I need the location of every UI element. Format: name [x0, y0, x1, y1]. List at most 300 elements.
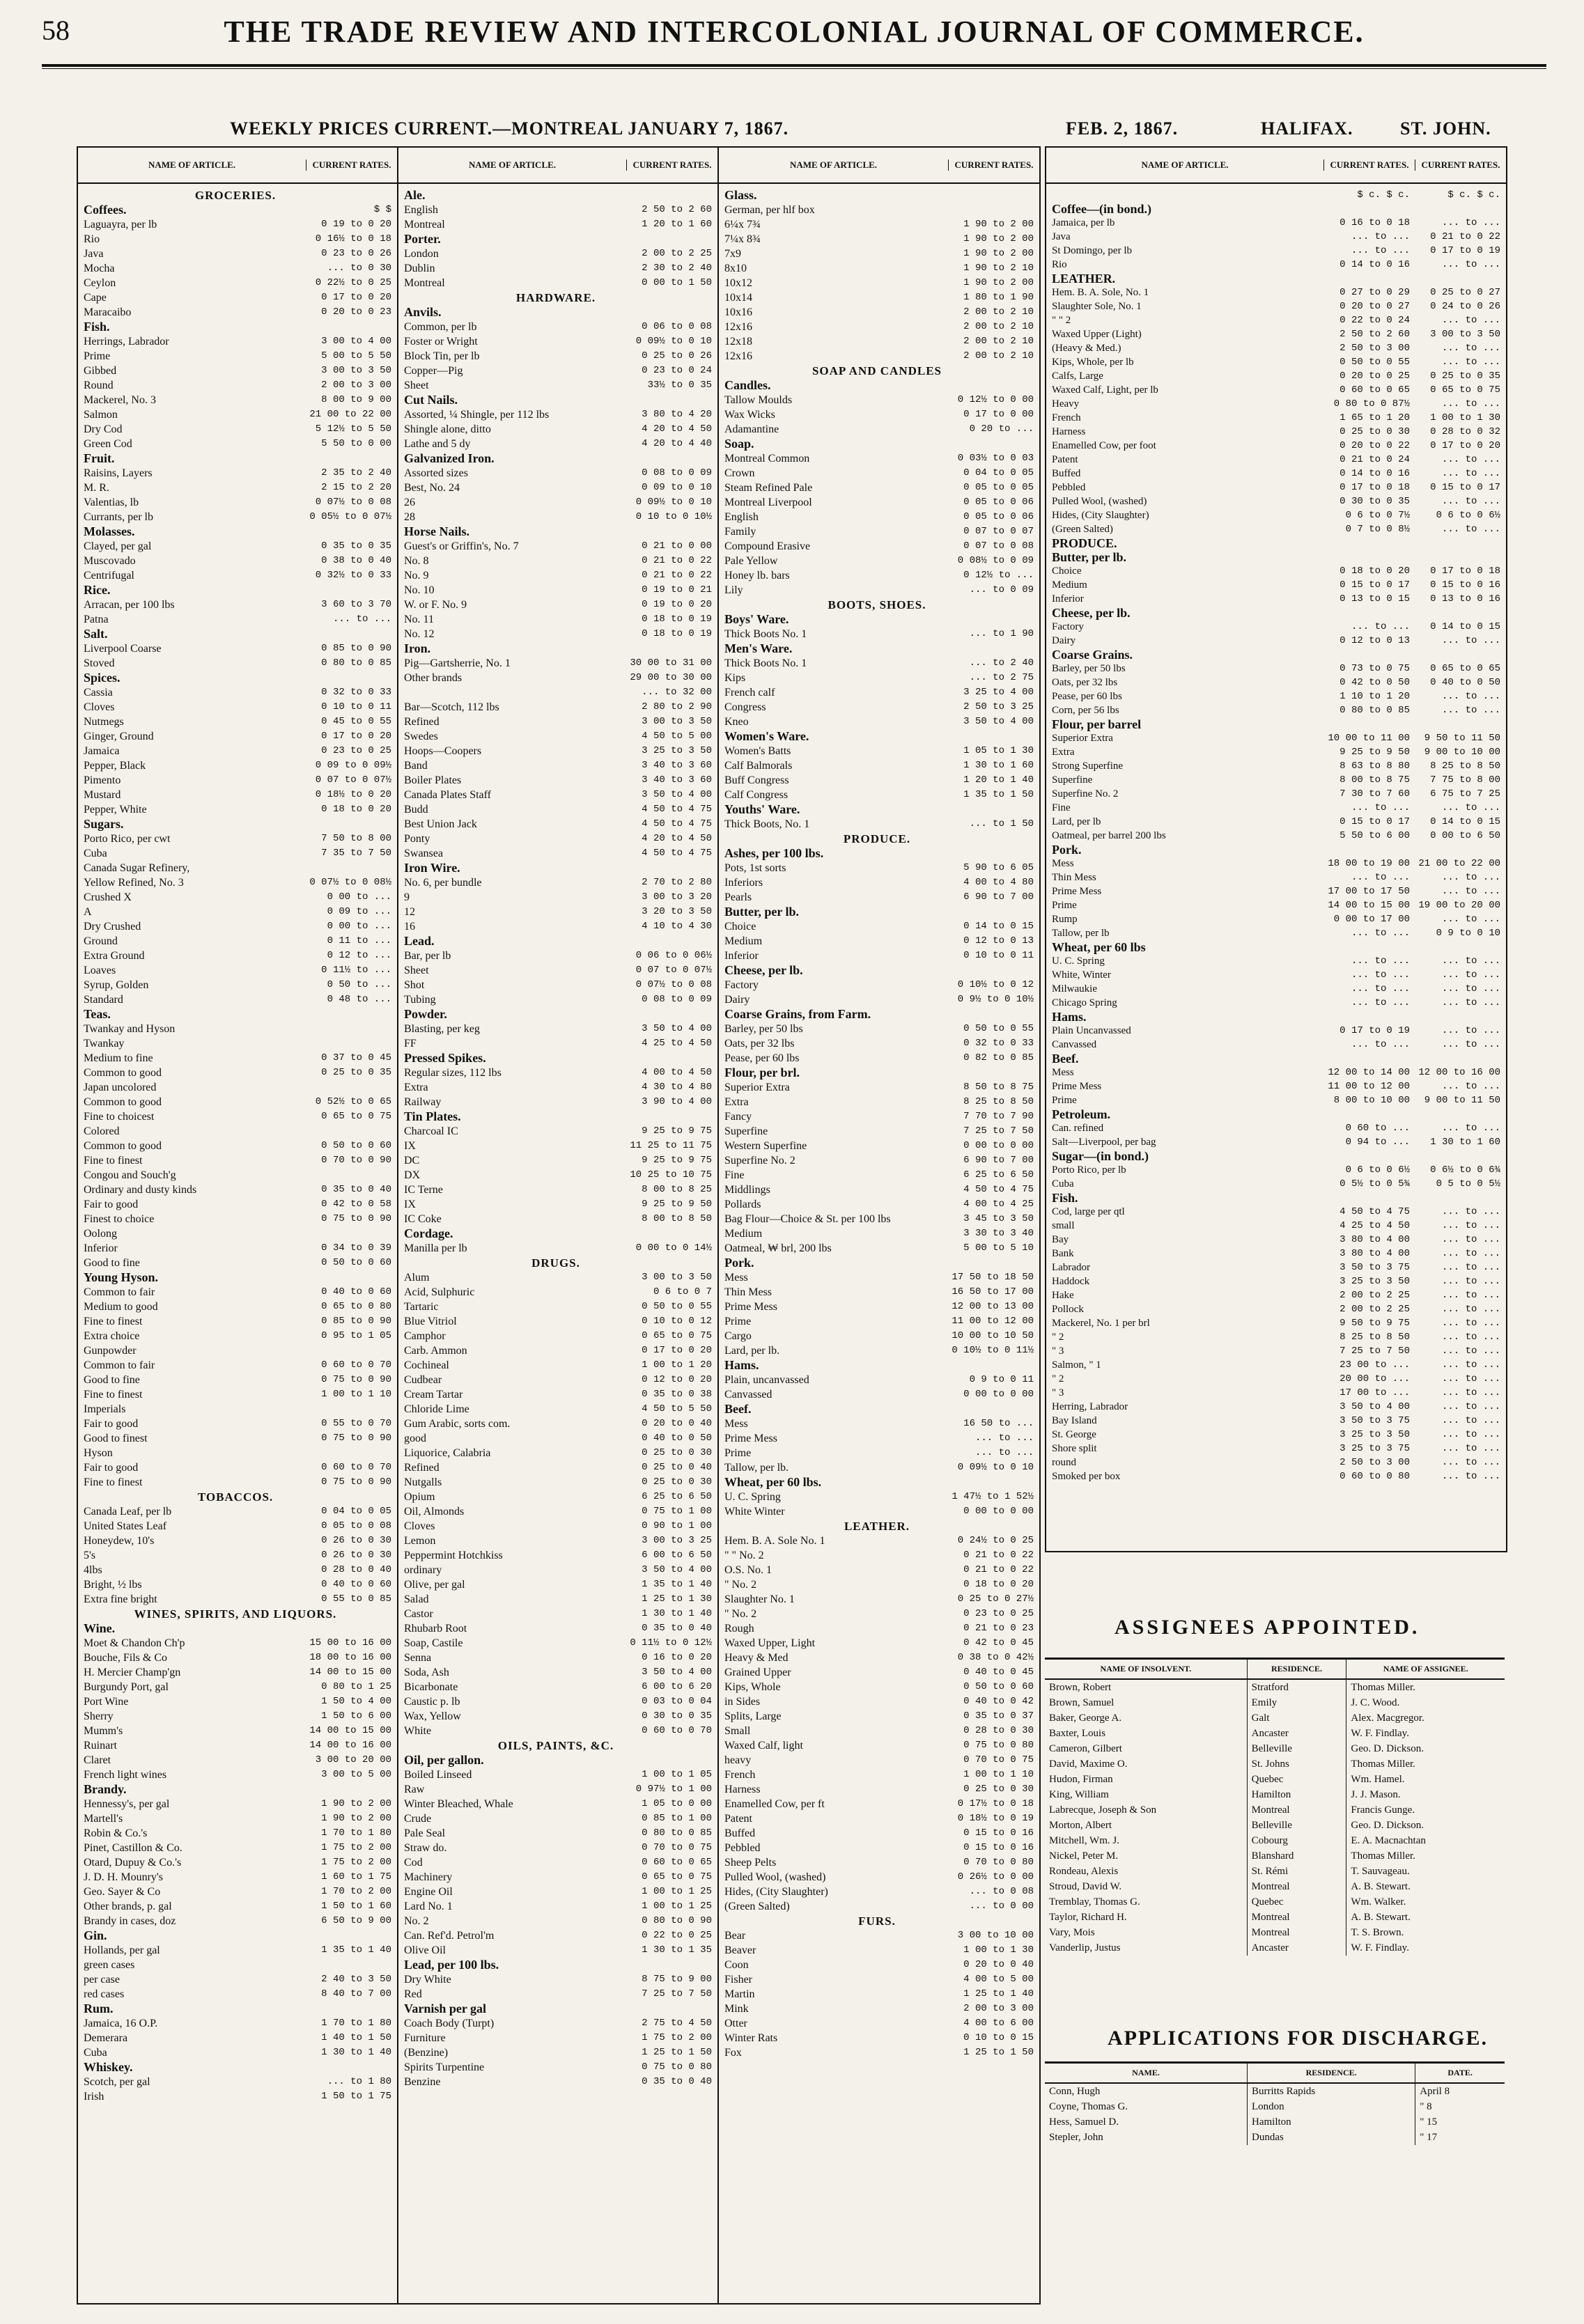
- stjohn-rate: ... to ...: [1441, 914, 1500, 925]
- assignee-name: A. B. Stewart.: [1351, 1912, 1411, 1923]
- article-name: Extra Ground: [84, 950, 145, 962]
- article-name: Cuba: [84, 2047, 107, 2059]
- montreal-col-3: [719, 148, 1039, 2303]
- current-rate: 2 00 to 3 00: [321, 380, 391, 391]
- stjohn-rate: ... to ...: [1441, 956, 1500, 967]
- insolvent-name: Morton, Albert: [1045, 1818, 1247, 1833]
- article-name: Hem. B. A. Sole, No. 1: [1052, 287, 1149, 298]
- article-name: DX: [404, 1169, 421, 1181]
- price-row: [84, 861, 391, 875]
- article-name: Round: [84, 380, 114, 391]
- article-name: Oatmeal, ₩ brl, 200 lbs: [724, 1242, 832, 1254]
- stjohn-rate: [1410, 1107, 1500, 1121]
- current-rate: 0 21 to 0 22: [963, 1550, 1034, 1561]
- current-rate: [301, 1168, 391, 1183]
- category-row: [724, 612, 1034, 627]
- price-row: [1052, 801, 1500, 815]
- price-row: [84, 919, 391, 934]
- current-rate: [621, 305, 712, 320]
- price-row: [724, 1431, 1034, 1446]
- current-rate: [621, 934, 712, 949]
- article-name: Flour, per barrel: [1052, 717, 1142, 731]
- stjohn-rate: [1410, 648, 1500, 662]
- current-rate: 8 00 to 8 50: [642, 1213, 712, 1224]
- article-name: Pork.: [1052, 843, 1082, 857]
- assignee-name: W. F. Findlay.: [1351, 1942, 1409, 1953]
- price-row: [84, 466, 391, 481]
- stjohn-rate: ... to ...: [1441, 886, 1500, 897]
- price-row: [84, 568, 391, 583]
- halifax-rate: 3 25 to 3 75: [1340, 1443, 1410, 1454]
- price-row: [404, 1095, 712, 1109]
- article-name: Hides, (City Slaughter): [1052, 510, 1149, 521]
- price-row: [1052, 592, 1500, 606]
- price-row: [84, 290, 391, 305]
- price-row: [1052, 634, 1500, 648]
- current-rate: 11 25 to 11 75: [630, 1140, 712, 1151]
- current-rate: [621, 1051, 712, 1066]
- price-row: [724, 1972, 1034, 1987]
- stjohn-rate: 0 6½ to 0 6¾: [1430, 1164, 1500, 1176]
- stjohn-rate: ... to ...: [1441, 1415, 1500, 1426]
- price-row: [84, 1226, 391, 1241]
- price-row: [404, 1885, 712, 1899]
- article-name: [404, 685, 621, 700]
- price-row: [404, 247, 712, 261]
- current-rate: 0 42 to 0 45: [963, 1637, 1034, 1648]
- category-row: [84, 451, 391, 466]
- date: April 8: [1420, 2086, 1450, 2097]
- price-row: [1052, 996, 1500, 1010]
- current-rate: 10 00 to 10 50: [952, 1330, 1034, 1341]
- discharge-title: APPLICATIONS FOR DISCHARGE.: [1108, 2027, 1488, 2050]
- price-row: [84, 656, 391, 671]
- table-row: [1045, 1772, 1505, 1787]
- current-rate: 0 35 to 0 40: [642, 1623, 712, 1634]
- article-name: Jamaica, per lb: [1052, 217, 1115, 228]
- price-row: [84, 2075, 391, 2089]
- price-row: [404, 1987, 712, 2002]
- current-rate: 0 20 to 0 40: [642, 1418, 712, 1429]
- article-name: Alum: [404, 1272, 430, 1284]
- residence: Blanshard: [1247, 1848, 1346, 1864]
- current-rate: 0 10 to 0 15: [963, 2032, 1034, 2043]
- current-rate: [301, 1226, 391, 1241]
- current-rate: 3 20 to 3 50: [642, 906, 712, 917]
- stjohn-rate: ... to ...: [1441, 802, 1500, 813]
- article-name: (Green Salted): [1052, 524, 1113, 535]
- current-rate: 0 12½ to ...: [963, 570, 1034, 581]
- current-rate: 0 00 to 0 00: [963, 1389, 1034, 1400]
- current-rate: 3 30 to 3 40: [963, 1228, 1034, 1239]
- article-name: Soap.: [724, 437, 754, 451]
- price-row: [84, 1241, 391, 1256]
- current-rate: 0 11 to ...: [327, 935, 391, 946]
- article-name: Boys' Ware.: [724, 612, 789, 626]
- price-row: [404, 1343, 712, 1358]
- current-rate: 21 00 to 22 00: [309, 409, 391, 420]
- current-rate: 0 35 to 0 38: [642, 1389, 712, 1400]
- article-name: heavy: [724, 1754, 752, 1766]
- article-name: Manilla per lb: [404, 1242, 467, 1254]
- price-row: [724, 1694, 1034, 1709]
- price-row: [404, 905, 712, 919]
- article-name: Cloves: [84, 701, 115, 713]
- article-name: Mumm's: [84, 1725, 123, 1737]
- stjohn-rate: ... to ...: [1441, 1373, 1500, 1385]
- article-name: Hem. B. A. Sole No. 1: [724, 1535, 825, 1547]
- price-row: [404, 1402, 712, 1417]
- assignee-name: A. B. Stewart.: [1351, 1881, 1411, 1892]
- current-rate: [301, 1343, 391, 1358]
- article-name: Laguayra, per lb: [84, 219, 157, 231]
- stjohn-rate: 1 30 to 1 60: [1430, 1137, 1500, 1148]
- price-row: [404, 1548, 712, 1563]
- assignees-header-residence: RESIDENCE.: [1247, 1659, 1346, 1680]
- price-row: [724, 1460, 1034, 1475]
- article-name: Enamelled Cow, per foot: [1052, 440, 1156, 451]
- price-row: [404, 612, 712, 627]
- section-heading: [724, 598, 1034, 612]
- price-row: [724, 700, 1034, 715]
- current-rate: 0 85 to 0 90: [321, 643, 391, 654]
- price-row: [1052, 578, 1500, 592]
- article-name: Teas.: [84, 1007, 111, 1021]
- article-name: Bicarbonate: [404, 1681, 458, 1693]
- current-rate: 1 25 to 1 30: [642, 1593, 712, 1605]
- article-name: Cuba: [1052, 1178, 1074, 1190]
- residence: Dundas: [1248, 2130, 1415, 2145]
- price-row: [84, 334, 391, 349]
- current-rate: 0 14 to 0 15: [963, 921, 1034, 932]
- price-row: [724, 2002, 1034, 2016]
- article-name: Salt.: [84, 627, 108, 641]
- halifax-rate: 0 17 to 0 19: [1340, 1025, 1410, 1036]
- category-row: [404, 451, 712, 466]
- price-row: [1052, 508, 1500, 522]
- category-row: [84, 1007, 391, 1022]
- price-row: [84, 1124, 391, 1139]
- hx-col-name-header: NAME OF ARTICLE.: [1141, 159, 1229, 170]
- article-name: Port Wine: [84, 1696, 129, 1708]
- price-row: [1052, 467, 1500, 481]
- price-row: [1052, 1093, 1500, 1107]
- current-rate: 0 35 to 0 40: [642, 2076, 712, 2087]
- current-rate: [301, 1270, 391, 1285]
- category-row: [84, 1621, 391, 1636]
- article-name: Dairy: [724, 994, 750, 1006]
- price-row: [724, 495, 1034, 510]
- halifax-rate: [1319, 648, 1410, 662]
- article-name: Tin Plates.: [404, 1109, 461, 1123]
- halifax-rate: ... to ...: [1351, 231, 1410, 242]
- date: " 17: [1420, 2132, 1438, 2143]
- article-name: per case: [84, 1974, 120, 1986]
- current-rate: 0 07½ to 0 08½: [309, 877, 391, 888]
- price-row: [1052, 1261, 1500, 1274]
- current-rate: [301, 1958, 391, 1972]
- current-rate: 0 10½ to 0 12: [957, 979, 1034, 990]
- price-row: [724, 1124, 1034, 1139]
- current-rate: 8 40 to 7 00: [321, 1988, 391, 1999]
- article-name: J. D. H. Mounry's: [84, 1871, 163, 1883]
- article-name: Pollock: [1052, 1304, 1084, 1315]
- article-name: Fine: [724, 1169, 745, 1181]
- price-row: [724, 1212, 1034, 1226]
- current-rate: 2 35 to 2 40: [321, 467, 391, 478]
- article-name: IC Coke: [404, 1213, 442, 1225]
- stjohn-rate: ... to ...: [1441, 1206, 1500, 1217]
- article-name: Butter, per lb.: [1052, 550, 1127, 564]
- current-rate: 0 05 to 0 06: [963, 511, 1034, 522]
- price-row: [724, 481, 1034, 495]
- current-rate: 0 50 to 0 60: [321, 1140, 391, 1151]
- assignees-header-insolvent: NAME OF INSOLVENT.: [1045, 1659, 1247, 1680]
- halifax-date: FEB. 2, 1867.: [1066, 118, 1179, 139]
- article-name: Winter Rats: [724, 2032, 778, 2044]
- category-row: [84, 320, 391, 334]
- price-row: [404, 1446, 712, 1460]
- article-name: Block Tin, per lb: [404, 350, 480, 362]
- article-name: Good to finest: [84, 1433, 148, 1444]
- price-row: [84, 247, 391, 261]
- current-rate: [943, 378, 1034, 393]
- current-rate: 3 00 to 20 00: [315, 1754, 391, 1765]
- article-name: Wax, Yellow: [404, 1710, 461, 1722]
- montreal-col-2: [398, 148, 719, 2303]
- article-name: Bear: [724, 1930, 746, 1942]
- price-row: [1052, 522, 1500, 536]
- article-name: Salt—Liverpool, per bag: [1052, 1137, 1156, 1148]
- article-name: Nutgalls: [404, 1476, 442, 1488]
- article-name: Soap, Castile: [404, 1637, 463, 1649]
- current-rate: 1 30 to 1 60: [963, 760, 1034, 771]
- current-rate: 0 28 to 0 40: [321, 1564, 391, 1575]
- price-row: [404, 1241, 712, 1256]
- price-row: [404, 1153, 712, 1168]
- price-row: [404, 2031, 712, 2045]
- price-row: [404, 1504, 712, 1519]
- assignees-header-assignee: NAME OF ASSIGNEE.: [1346, 1659, 1505, 1680]
- current-rate: 0 6 to 0 7: [653, 1286, 712, 1297]
- current-rate: 2 50 to 2 60: [642, 204, 712, 215]
- price-row: [724, 1139, 1034, 1153]
- stjohn-rate: [1410, 1052, 1500, 1066]
- article-name: Herrings, Labrador: [84, 336, 169, 348]
- price-row: [724, 1855, 1034, 1870]
- price-row: [404, 788, 712, 802]
- price-row: [724, 992, 1034, 1007]
- current-rate: 3 00 to 4 00: [321, 336, 391, 347]
- current-rate: 8 50 to 8 75: [963, 1082, 1034, 1093]
- article-name: OILS, PAINTS, &C.: [497, 1739, 614, 1752]
- article-name: " " No. 2: [724, 1550, 764, 1561]
- price-row: [84, 2089, 391, 2104]
- current-rate: 1 35 to 1 50: [963, 789, 1034, 800]
- article-name: Steam Refined Pale: [724, 482, 813, 494]
- current-rate: 8 75 to 9 00: [642, 1974, 712, 1985]
- residence: Quebec: [1247, 1894, 1346, 1910]
- date: " 8: [1420, 2101, 1432, 2112]
- article-name: Pollards: [724, 1199, 761, 1210]
- halifax-rate: ... to ...: [1351, 802, 1410, 813]
- price-row: [1052, 216, 1500, 230]
- price-row: [724, 1943, 1034, 1958]
- article-name: Kips, Whole, per lb: [1052, 357, 1134, 368]
- current-rate: 3 00 to 3 50: [321, 365, 391, 376]
- article-name: Superfine: [1052, 774, 1093, 786]
- article-name: Rough: [724, 1623, 754, 1635]
- article-name: Thin Mess: [1052, 872, 1096, 883]
- article-name: United States Leaf: [84, 1520, 167, 1532]
- price-row: [724, 1300, 1034, 1314]
- category-row: [404, 188, 712, 203]
- article-name: Lard No. 1: [404, 1901, 453, 1912]
- article-name: Claret: [84, 1754, 111, 1766]
- price-row: [84, 802, 391, 817]
- price-row: [1052, 355, 1500, 369]
- price-row: [1052, 1163, 1500, 1177]
- category-row: [404, 861, 712, 875]
- price-row: [1052, 871, 1500, 884]
- article-name: 8x10: [724, 263, 747, 274]
- halifax-rate: 14 00 to 15 00: [1328, 900, 1410, 911]
- article-name: Powder.: [404, 1007, 447, 1021]
- price-row: [724, 393, 1034, 407]
- current-rate: 0 40 to 0 60: [321, 1286, 391, 1297]
- price-row: [84, 1534, 391, 1548]
- price-row: [404, 1373, 712, 1387]
- halifax-rate: 2 50 to 3 00: [1340, 1457, 1410, 1468]
- article-name: Extra choice: [84, 1330, 140, 1342]
- insolvent-name: Hudon, Firman: [1045, 1772, 1247, 1787]
- current-rate: 1 75 to 2 00: [642, 2032, 712, 2043]
- article-name: Lily: [724, 584, 743, 596]
- article-name: Calf Balmorals: [724, 760, 793, 772]
- current-rate: 3 80 to 4 20: [642, 409, 712, 420]
- assignee-name: J. J. Mason.: [1351, 1789, 1401, 1800]
- article-name: French: [724, 1769, 756, 1781]
- current-rate: 3 25 to 4 00: [963, 687, 1034, 698]
- current-rate: 1 70 to 1 80: [321, 1827, 391, 1839]
- current-rate: 3 45 to 3 50: [963, 1213, 1034, 1224]
- price-row: [1052, 299, 1500, 313]
- article-name: Shore split: [1052, 1443, 1097, 1454]
- price-row: [404, 2045, 712, 2060]
- article-name: Waxed Calf, Light, per lb: [1052, 384, 1158, 396]
- category-row: [724, 1402, 1034, 1417]
- price-row: [84, 554, 391, 568]
- article-name: Band: [404, 760, 428, 772]
- price-row: [404, 1460, 712, 1475]
- category-row: [404, 641, 712, 656]
- article-name: White, Winter: [1052, 969, 1111, 981]
- price-row: [84, 788, 391, 802]
- price-row: [404, 1212, 712, 1226]
- price-row: [84, 1680, 391, 1694]
- table-row: [1045, 1940, 1505, 1956]
- stjohn-rate: ... to ...: [1441, 1429, 1500, 1440]
- halifax-rate: 0 15 to 0 17: [1340, 816, 1410, 827]
- price-row: [84, 2016, 391, 2031]
- stjohn-rate: ... to ...: [1441, 1123, 1500, 1134]
- category-row: [724, 846, 1034, 861]
- price-row: [724, 247, 1034, 261]
- stjohn-rate: ... to ...: [1441, 983, 1500, 995]
- residence: Cobourg: [1247, 1833, 1346, 1848]
- price-row: [404, 1607, 712, 1621]
- current-rate: 4 50 to 5 50: [642, 1403, 712, 1414]
- article-name: German, per hlf box: [724, 204, 815, 216]
- current-rate: 0 12 to 0 13: [963, 935, 1034, 946]
- price-row: [724, 861, 1034, 875]
- article-name: Sherry: [84, 1710, 114, 1722]
- category-row: [1052, 550, 1500, 564]
- current-rate: 4 00 to 5 00: [963, 1974, 1034, 1985]
- article-name: Montreal: [404, 219, 445, 231]
- article-name: Medium to fine: [84, 1052, 153, 1064]
- halifax-rate: 0 22 to 0 24: [1340, 315, 1410, 326]
- price-row: [1052, 188, 1500, 202]
- article-name: Prime: [724, 1316, 752, 1327]
- article-name: Extra fine bright: [84, 1593, 157, 1605]
- price-row: [84, 1592, 391, 1607]
- current-rate: [621, 861, 712, 875]
- article-name: Arracan, per 100 lbs: [84, 599, 175, 611]
- current-rate: 30 00 to 31 00: [630, 657, 712, 669]
- article-name: Best Union Jack: [404, 818, 477, 830]
- current-rate: 0 75 to 1 00: [642, 1506, 712, 1517]
- price-row: [724, 656, 1034, 671]
- stjohn-rate: $ c. $ c.: [1447, 189, 1500, 201]
- current-rate: 1 50 to 1 60: [321, 1901, 391, 1912]
- current-rate: [621, 2002, 712, 2016]
- current-rate: 0 21 to 0 00: [642, 540, 712, 552]
- price-row: [404, 846, 712, 861]
- stjohn-rate: ... to ...: [1441, 1332, 1500, 1343]
- article-name: Ashes, per 100 lbs.: [724, 846, 824, 860]
- article-name: Currants, per lb: [84, 511, 153, 523]
- article-name: No. 2: [404, 1915, 429, 1927]
- stjohn-rate: ... to ...: [1441, 217, 1500, 228]
- current-rate: 8 00 to 9 00: [321, 394, 391, 405]
- price-row: [84, 905, 391, 919]
- article-name: Pimento: [84, 774, 121, 786]
- price-row: [724, 261, 1034, 276]
- price-row: [724, 568, 1034, 583]
- price-row: [84, 261, 391, 276]
- current-rate: [301, 524, 391, 539]
- current-rate: 5 50 to 0 00: [321, 438, 391, 449]
- price-row: [84, 744, 391, 758]
- article-name: Olive Oil: [404, 1944, 446, 1956]
- stjohn-rate: ... to ...: [1441, 1387, 1500, 1398]
- article-name: Lathe and 5 dy: [404, 438, 471, 450]
- price-row: [84, 773, 391, 788]
- category-row: [724, 1066, 1034, 1080]
- article-name: Harness: [1052, 426, 1086, 437]
- article-name: Red: [404, 1988, 422, 2000]
- article-name: WINES, SPIRITS, AND LIQUORS.: [134, 1607, 337, 1621]
- col-rates-header: CURRENT RATES.: [948, 159, 1039, 171]
- current-rate: 15 00 to 16 00: [309, 1637, 391, 1648]
- price-row: [724, 524, 1034, 539]
- halifax-rate: 20 00 to ...: [1340, 1373, 1410, 1385]
- current-rate: 0 25 to 0 26: [642, 350, 712, 361]
- current-rate: 0 05 to 0 06: [963, 497, 1034, 508]
- current-rate: [301, 1007, 391, 1022]
- article-name: French calf: [724, 687, 775, 699]
